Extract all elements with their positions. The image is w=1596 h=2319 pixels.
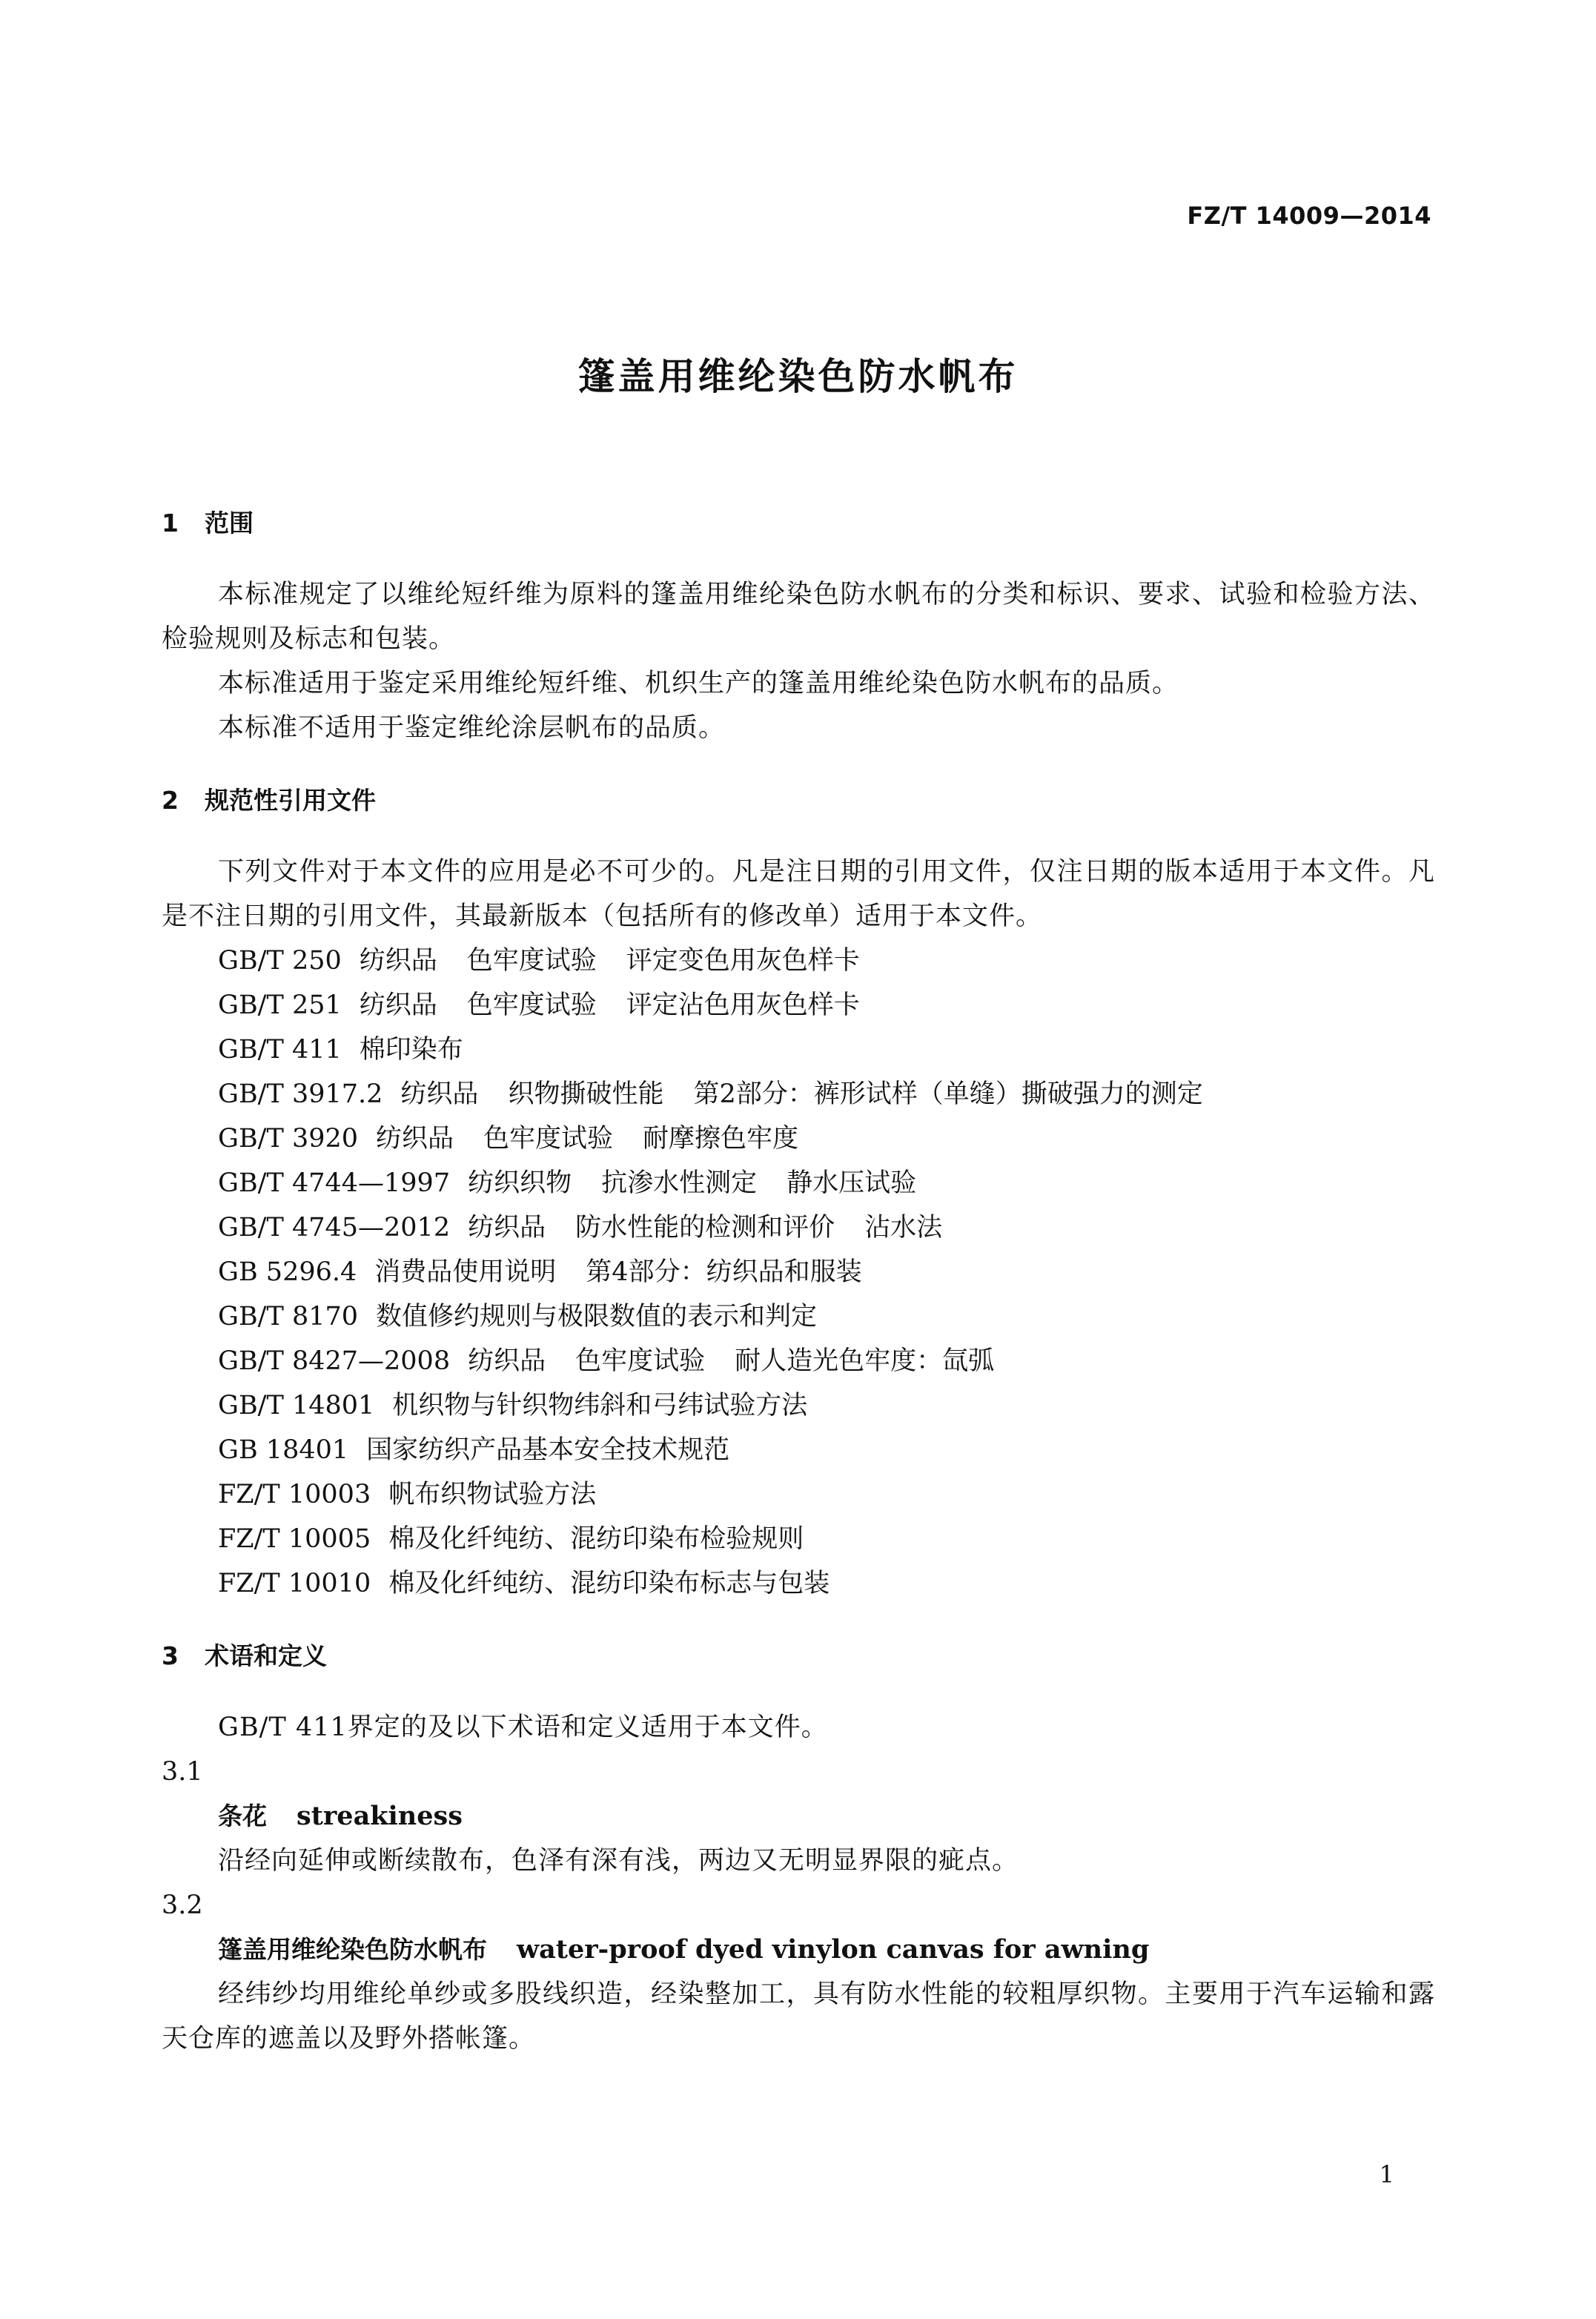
reference-title-part: 耐摩擦色牢度: [643, 1124, 799, 1154]
reference-title-part: 棉及化纤纯纺、混纺印染布检验规则: [388, 1524, 804, 1554]
reference-item: [218, 983, 1435, 1028]
reference-item: [218, 1428, 1435, 1472]
reference-item: [218, 1072, 1435, 1117]
term-number: 3.1: [162, 1757, 203, 1787]
term-number: 3.2: [162, 1890, 203, 1920]
reference-item: [218, 939, 1435, 983]
reference-code: FZ/T 10010: [218, 1569, 371, 1598]
reference-item: [218, 1161, 1435, 1205]
reference-title-part: 数值修约规则与极限数值的表示和判定: [376, 1302, 818, 1331]
reference-item: [218, 1117, 1435, 1161]
reference-title-part: 色牢度试验: [466, 990, 597, 1020]
reference-code: GB 18401: [218, 1435, 349, 1465]
document-title: 篷盖用维纶染色防水帆布: [577, 355, 1019, 398]
reference-title-part: 消费品使用说明: [374, 1257, 557, 1287]
reference-title-part: 抗渗水性测定: [601, 1168, 758, 1198]
term-entry: [162, 1794, 1435, 1839]
reference-title-part: 纺织品: [468, 1213, 546, 1243]
reference-title-part: 评定沾色用灰色样卡: [626, 990, 860, 1020]
term-definition: 沿经向延伸或断续散布，色泽有深有浅，两边又无明显界限的疵点。: [218, 1846, 1019, 1876]
reference-item: [218, 1383, 1435, 1428]
reference-code: GB/T 14801: [218, 1391, 375, 1420]
reference-code: GB/T 3917.2: [218, 1079, 383, 1109]
reference-code: FZ/T 10005: [218, 1524, 371, 1554]
reference-code: GB/T 4745—2012: [218, 1213, 451, 1243]
reference-code: GB/T 8427—2008: [218, 1346, 451, 1376]
reference-title-part: 纺织品: [400, 1079, 479, 1109]
section-title: 范围: [205, 509, 254, 537]
reference-item: [218, 1294, 1435, 1339]
reference-title-part: 色牢度试验: [483, 1124, 614, 1154]
reference-title-part: 纺织品: [359, 946, 437, 976]
reference-item: [218, 1561, 1435, 1606]
page-number: 1: [1379, 2160, 1394, 2189]
term-chinese: 条花: [218, 1802, 267, 1830]
reference-title-part: 耐人造光色牢度：氙弧: [735, 1346, 995, 1376]
reference-title-part: 第4部分：纺织品和服装: [586, 1257, 862, 1287]
reference-item: [218, 1205, 1435, 1250]
section-heading-scope: [162, 501, 1435, 546]
reference-title-part: 纺织品: [468, 1346, 546, 1376]
scope-paragraph: 本标准规定了以维纶短纤维为原料的篷盖用维纶染色防水帆布的分类和标识、要求、试验和检验方法、检验规则及标志和包装。: [162, 580, 1435, 654]
reference-title-part: 色牢度试验: [466, 946, 597, 976]
term-entry: [162, 1928, 1435, 1972]
section-number: 2: [162, 786, 179, 815]
reference-title-part: 色牢度试验: [575, 1346, 706, 1376]
section-number: 3: [162, 1641, 179, 1670]
reference-code: GB/T 251: [218, 990, 342, 1020]
reference-title-part: 纺织织物: [468, 1168, 572, 1198]
reference-title-part: 沾水法: [864, 1213, 943, 1243]
reference-item: [218, 1339, 1435, 1383]
reference-title-part: 纺织品: [376, 1124, 454, 1154]
references-intro: 下列文件对于本文件的应用是必不可少的。凡是注日期的引用文件，仅注日期的版本适用于本文件。凡是不注日期的引用文件，其最新版本（包括所有的修改单）适用于本文件。: [162, 857, 1435, 931]
reference-item: [218, 1028, 1435, 1072]
reference-item: [218, 1517, 1435, 1561]
reference-code: GB 5296.4: [218, 1257, 357, 1287]
reference-title-part: 国家纺织产品基本安全技术规范: [366, 1435, 730, 1465]
scope-paragraph: 本标准不适用于鉴定维纶涂层帆布的品质。: [218, 713, 726, 743]
terms-intro: GB/T 411界定的及以下术语和定义适用于本文件。: [218, 1713, 828, 1742]
section-heading-normative-references: [162, 778, 1435, 823]
reference-title-part: 静水压试验: [787, 1168, 917, 1198]
reference-title-part: 织物撕破性能: [508, 1079, 664, 1109]
section-number: 1: [162, 509, 179, 537]
term-english: water-proof dyed vinylon canvas for awning: [517, 1934, 1150, 1965]
section-heading-terms: [162, 1634, 1435, 1678]
reference-list: [162, 939, 1435, 1606]
reference-item: [218, 1472, 1435, 1517]
term-english: streakiness: [297, 1801, 463, 1831]
reference-title-part: 棉印染布: [359, 1035, 463, 1065]
reference-code: GB/T 3920: [218, 1124, 359, 1154]
reference-code: GB/T 411: [218, 1035, 342, 1065]
reference-title-part: 帆布织物试验方法: [388, 1480, 597, 1509]
term-definition: 经纬纱均用维纶单纱或多股线织造，经染整加工，具有防水性能的较粗厚织物。主要用于汽车运输和露天仓库的遮盖以及野外搭帐篷。: [162, 1979, 1435, 2054]
reference-title-part: 纺织品: [359, 990, 437, 1020]
reference-title-part: 防水性能的检测和评价: [575, 1213, 835, 1243]
reference-code: GB/T 4744—1997: [218, 1168, 451, 1198]
reference-title-part: 棉及化纤纯纺、混纺印染布标志与包装: [388, 1569, 830, 1598]
section-title: 规范性引用文件: [205, 786, 376, 815]
reference-title-part: 第2部分：裤形试样（单缝）撕破强力的测定: [693, 1079, 1203, 1109]
standard-code: FZ/T 14009—2014: [1187, 202, 1431, 230]
section-title: 术语和定义: [205, 1641, 327, 1670]
term-chinese: 篷盖用维纶染色防水帆布: [218, 1935, 487, 1964]
reference-code: GB/T 8170: [218, 1302, 359, 1331]
reference-code: GB/T 250: [218, 946, 342, 976]
reference-code: FZ/T 10003: [218, 1480, 371, 1509]
reference-item: [218, 1250, 1435, 1294]
reference-title-part: 机织物与针织物纬斜和弓纬试验方法: [392, 1391, 808, 1420]
scope-paragraph: 本标准适用于鉴定采用维纶短纤维、机织生产的篷盖用维纶染色防水帆布的品质。: [218, 669, 1179, 698]
reference-title-part: 评定变色用灰色样卡: [626, 946, 860, 976]
document-body: [162, 501, 1435, 2061]
